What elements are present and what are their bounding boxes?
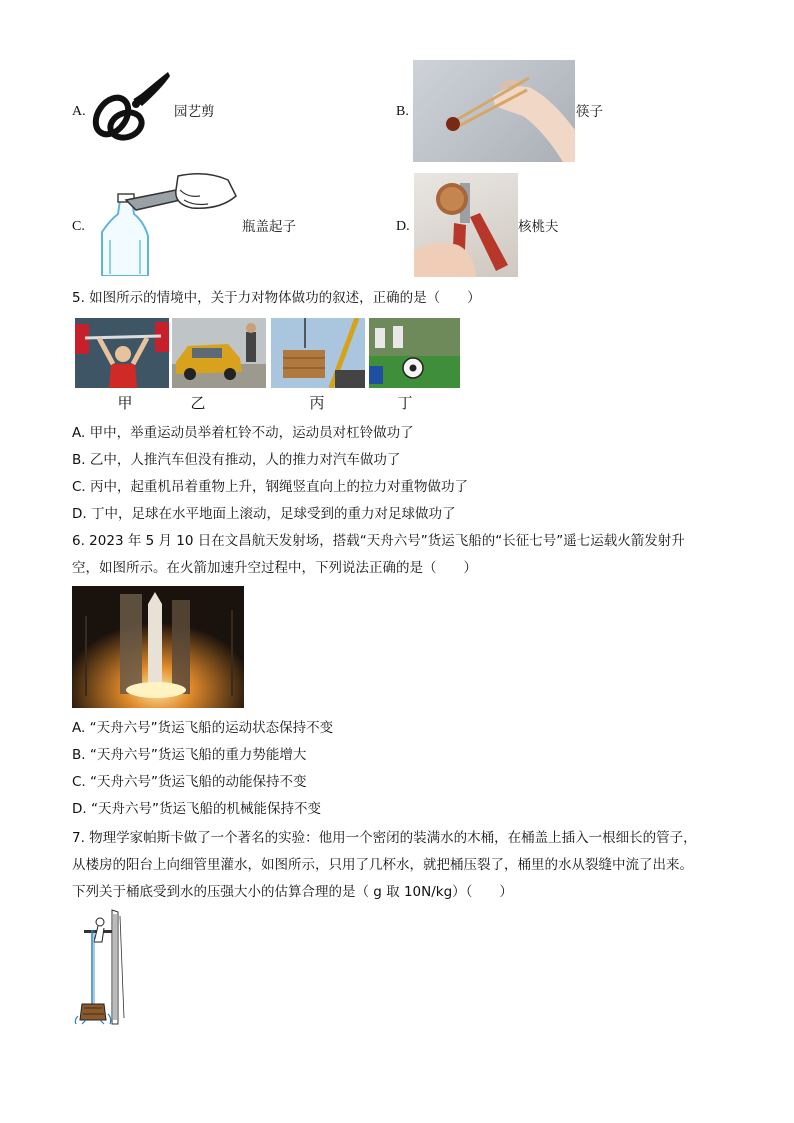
q6-option-a: A. “天舟六号”货运飞船的运动状态保持不变 [72,720,334,736]
q5-stem: 5. 如图所示的情境中，关于力对物体做功的叙述，正确的是（ ） [72,290,481,306]
q5-option-d: D. 丁中，足球在水平地面上滚动，足球受到的重力对足球做功了 [72,506,456,522]
q6-stem-line1: 6. 2023 年 5 月 10 日在文昌航天发射场，搭载“天舟六号”货运飞船的“长征七号”遥七运载火箭发射升 [72,533,685,549]
car-push-photo [172,318,266,388]
chopsticks-photo [413,60,575,162]
q6-option-b: B. “天舟六号”货运飞船的重力势能增大 [72,747,307,763]
q7-stem-line2: 从楼房的阳台上向细管里灌水，如图所示，只用了几杯水，就把桶压裂了，桶里的水从裂缝中流了出来。 [72,857,693,873]
football-photo [369,318,460,388]
option-d-letter: D. [396,219,410,234]
caption-jia: 甲 [117,394,133,412]
option-b-label: 筷子 [576,104,603,120]
walnut-cracker-photo [414,173,518,277]
option-c-letter: C. [72,219,85,234]
q6-stem-line2: 空，如图所示。在火箭加速升空过程中，下列说法正确的是（ ） [72,560,477,576]
rocket-launch-photo [72,586,244,708]
bottle-opener-image [96,170,242,276]
option-a-letter: A. [72,104,86,119]
caption-ding: 丁 [397,394,413,412]
q7-stem-line3: 下列关于桶底受到水的压强大小的估算合理的是（ g 取 10N/kg）（ ） [72,884,513,900]
q5-option-c: C. 丙中，起重机吊着重物上升，钢绳竖直向上的拉力对重物做功了 [72,479,469,495]
option-a-label: 园艺剪 [174,104,215,120]
garden-shears-image [90,70,170,142]
caption-yi: 乙 [190,394,206,412]
q5-option-b: B. 乙中，人推汽车但没有推动，人的推力对汽车做功了 [72,452,401,468]
q6-option-d: D. “天舟六号”货运飞船的机械能保持不变 [72,801,321,817]
q6-option-c: C. “天舟六号”货运飞船的动能保持不变 [72,774,307,790]
option-b-letter: B. [396,104,409,119]
q7-stem-line1: 7. 物理学家帕斯卡做了一个著名的实验：他用一个密闭的装满水的木桶，在桶盖上插入一根细长的管子， [72,830,697,846]
pascal-barrel-illustration [72,908,130,1026]
q5-option-a: A. 甲中，举重运动员举着杠铃不动，运动员对杠铃做功了 [72,425,414,441]
crane-photo [271,318,365,388]
caption-bing: 丙 [309,394,325,412]
weightlifter-photo [75,318,169,388]
option-c-label: 瓶盖起子 [242,219,296,235]
option-d-label: 核桃夫 [518,219,559,235]
